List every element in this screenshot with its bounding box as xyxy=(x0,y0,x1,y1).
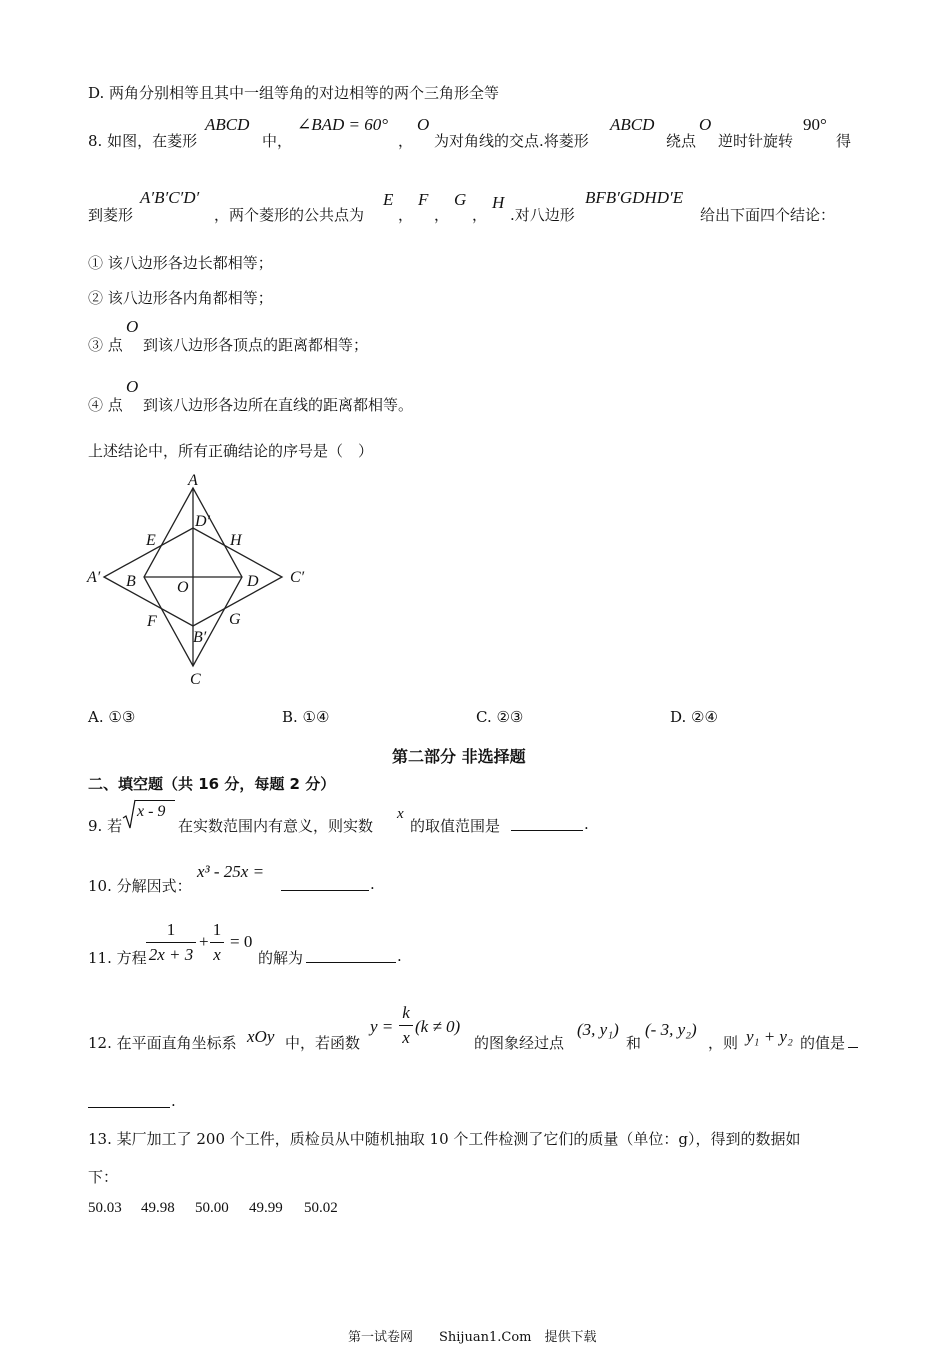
q8-angle: ∠BAD = 60° xyxy=(297,115,389,134)
label-a-prime: A′ xyxy=(87,569,101,586)
q8-text: ，两个菱形的公共点为 xyxy=(214,206,365,224)
q8-text: ③ 点 xyxy=(88,336,123,354)
part2-title: 第二部分 非选择题 xyxy=(392,747,526,766)
q8-math: ABCD xyxy=(205,115,250,134)
q12-point-2: (- 3, y₂) xyxy=(645,1020,697,1039)
q8-math: ABCD xyxy=(610,115,655,134)
q8-option-c: C. ②③ xyxy=(476,708,524,726)
label-d-prime: D′ xyxy=(195,513,211,530)
q8-text: ， xyxy=(472,206,488,224)
q9-answer-blank[interactable] xyxy=(511,818,583,831)
q8-text: 为对角线的交点.将菱形 xyxy=(434,132,589,150)
q11-end: . xyxy=(397,947,402,965)
q9-math: x xyxy=(397,806,404,822)
q8-text: ④ 点 xyxy=(88,396,123,414)
q8-point-label: F xyxy=(418,190,429,209)
q13-data-value: 50.02 xyxy=(304,1200,338,1216)
q11-fraction-bar xyxy=(146,942,196,943)
q8-text: 给出下面四个结论： xyxy=(700,206,836,224)
sqrt-bar xyxy=(135,800,175,801)
q11-fraction-bar xyxy=(210,942,224,943)
q8-text: ， xyxy=(434,206,450,224)
label-g: G xyxy=(229,611,241,628)
q11-text: 11. 方程 xyxy=(88,949,147,967)
label-b-prime: B′ xyxy=(193,629,207,646)
q11-numerator-2: 1 xyxy=(212,920,222,939)
q12-x: x xyxy=(402,1028,410,1047)
q8-option-d: D. ②④ xyxy=(670,708,718,726)
q9-text: 的取值范围是 xyxy=(410,817,501,835)
q8-text: ， xyxy=(398,132,414,150)
footer: 第一试卷网 Shijuan1.Com 提供下载 xyxy=(348,1330,597,1345)
q9-end: . xyxy=(584,815,589,833)
q8-text: 中， xyxy=(262,132,293,150)
q8-option-a: A. ①③ xyxy=(88,708,136,726)
q12-point-1: (3, y₁) xyxy=(577,1020,619,1039)
label-e: E xyxy=(146,532,156,549)
label-a: A xyxy=(188,472,198,489)
label-d: D xyxy=(247,573,259,590)
q8-text: 逆时针旋转 xyxy=(718,132,794,150)
q12-math: xOy xyxy=(247,1027,275,1046)
q8-point-label: E xyxy=(383,190,394,209)
q8-text: .对八边形 xyxy=(510,206,575,224)
q8-math: O xyxy=(417,115,430,134)
label-b: B xyxy=(126,573,136,590)
q8-text: 到该八边形各边所在直线的距离都相等。 xyxy=(143,396,414,414)
q12-text: 的图象经过点 xyxy=(474,1034,565,1052)
q10-expr: x³ - 25x = xyxy=(197,862,265,881)
q8-point-label: G xyxy=(454,190,467,209)
q9-radicand: x - 9 xyxy=(137,803,166,820)
q8-text: 8. 如图，在菱形 xyxy=(88,132,198,150)
q8-math: A′B′C′D′ xyxy=(140,188,200,207)
q8-math: O xyxy=(126,377,139,396)
q12-text: 和 xyxy=(626,1034,642,1052)
q12-text: 的值是 xyxy=(800,1034,846,1052)
q13-data-value: 49.99 xyxy=(249,1200,283,1216)
q12-answer-blank[interactable] xyxy=(88,1095,170,1108)
q13-line1: 13. 某厂加工了 200 个工件，质检员从中随机抽取 10 个工件检测了它们的质量（单位：g），得到的数据如 xyxy=(88,1130,801,1148)
label-c: C xyxy=(190,671,201,688)
q8-statement-1: ① 该八边形各边长都相等； xyxy=(88,254,273,272)
q12-text: 12. 在平面直角坐标系 xyxy=(88,1034,237,1052)
sqrt-sign-icon xyxy=(122,798,136,832)
q11-equals: = 0 xyxy=(230,932,253,951)
q12-y: y = xyxy=(370,1017,394,1036)
q13-data-value: 50.03 xyxy=(88,1200,122,1216)
label-f: F xyxy=(147,613,157,630)
q10-answer-blank[interactable] xyxy=(281,878,369,891)
q8-text: 绕点 xyxy=(666,132,697,150)
q8-math: O xyxy=(126,317,139,336)
rhombus-figure xyxy=(80,470,320,690)
q13-data-value: 50.00 xyxy=(195,1200,229,1216)
section-title: 二、填空题（共 16 分，每题 2 分） xyxy=(88,775,336,793)
q10-end: . xyxy=(370,875,375,893)
q12-k: k xyxy=(402,1003,410,1022)
q8-text: 到该八边形各顶点的距离都相等； xyxy=(143,336,369,354)
q8-math: O xyxy=(699,115,712,134)
q11-answer-blank[interactable] xyxy=(306,950,396,963)
label-o: O xyxy=(177,579,189,596)
q12-text: ，则 xyxy=(708,1034,739,1052)
q9-text: 在实数范围内有意义，则实数 xyxy=(178,817,374,835)
q13-line2: 下： xyxy=(88,1168,119,1186)
label-c-prime: C′ xyxy=(290,569,305,586)
q9-text: 9. 若 xyxy=(88,817,123,835)
q8-statement-2: ② 该八边形各内角都相等； xyxy=(88,289,273,307)
q13-data-value: 49.98 xyxy=(141,1200,175,1216)
q8-point-label: H xyxy=(492,193,505,212)
q7-option-d: D. 两角分别相等且其中一组等角的对边相等的两个三角形全等 xyxy=(88,84,500,102)
q12-fraction-bar xyxy=(399,1025,413,1026)
q8-math: 90° xyxy=(803,115,827,134)
q8-question: 上述结论中，所有正确结论的序号是（ ） xyxy=(88,442,374,460)
q11-denominator-1: 2x + 3 xyxy=(148,945,194,964)
q8-text: 到菱形 xyxy=(88,206,134,224)
q11-text: 的解为 xyxy=(258,949,304,967)
q8-math: BFB′GDHD′E xyxy=(585,188,684,207)
q12-condition: (k ≠ 0) xyxy=(415,1017,461,1036)
q12-end: . xyxy=(171,1092,176,1110)
q8-option-b: B. ①④ xyxy=(282,708,330,726)
q11-plus: + xyxy=(199,932,209,951)
q8-text: 得 xyxy=(836,132,852,150)
q12-text: 中，若函数 xyxy=(285,1034,361,1052)
label-h: H xyxy=(230,532,242,549)
q8-text: ， xyxy=(398,206,414,224)
q10-text: 10. 分解因式： xyxy=(88,877,192,895)
q12-sum: y₁ + y₂ xyxy=(746,1027,793,1046)
q11-denominator-2: x xyxy=(213,945,221,964)
q11-numerator-1: 1 xyxy=(166,920,176,939)
q12-answer-blank-start[interactable] xyxy=(848,1035,858,1048)
